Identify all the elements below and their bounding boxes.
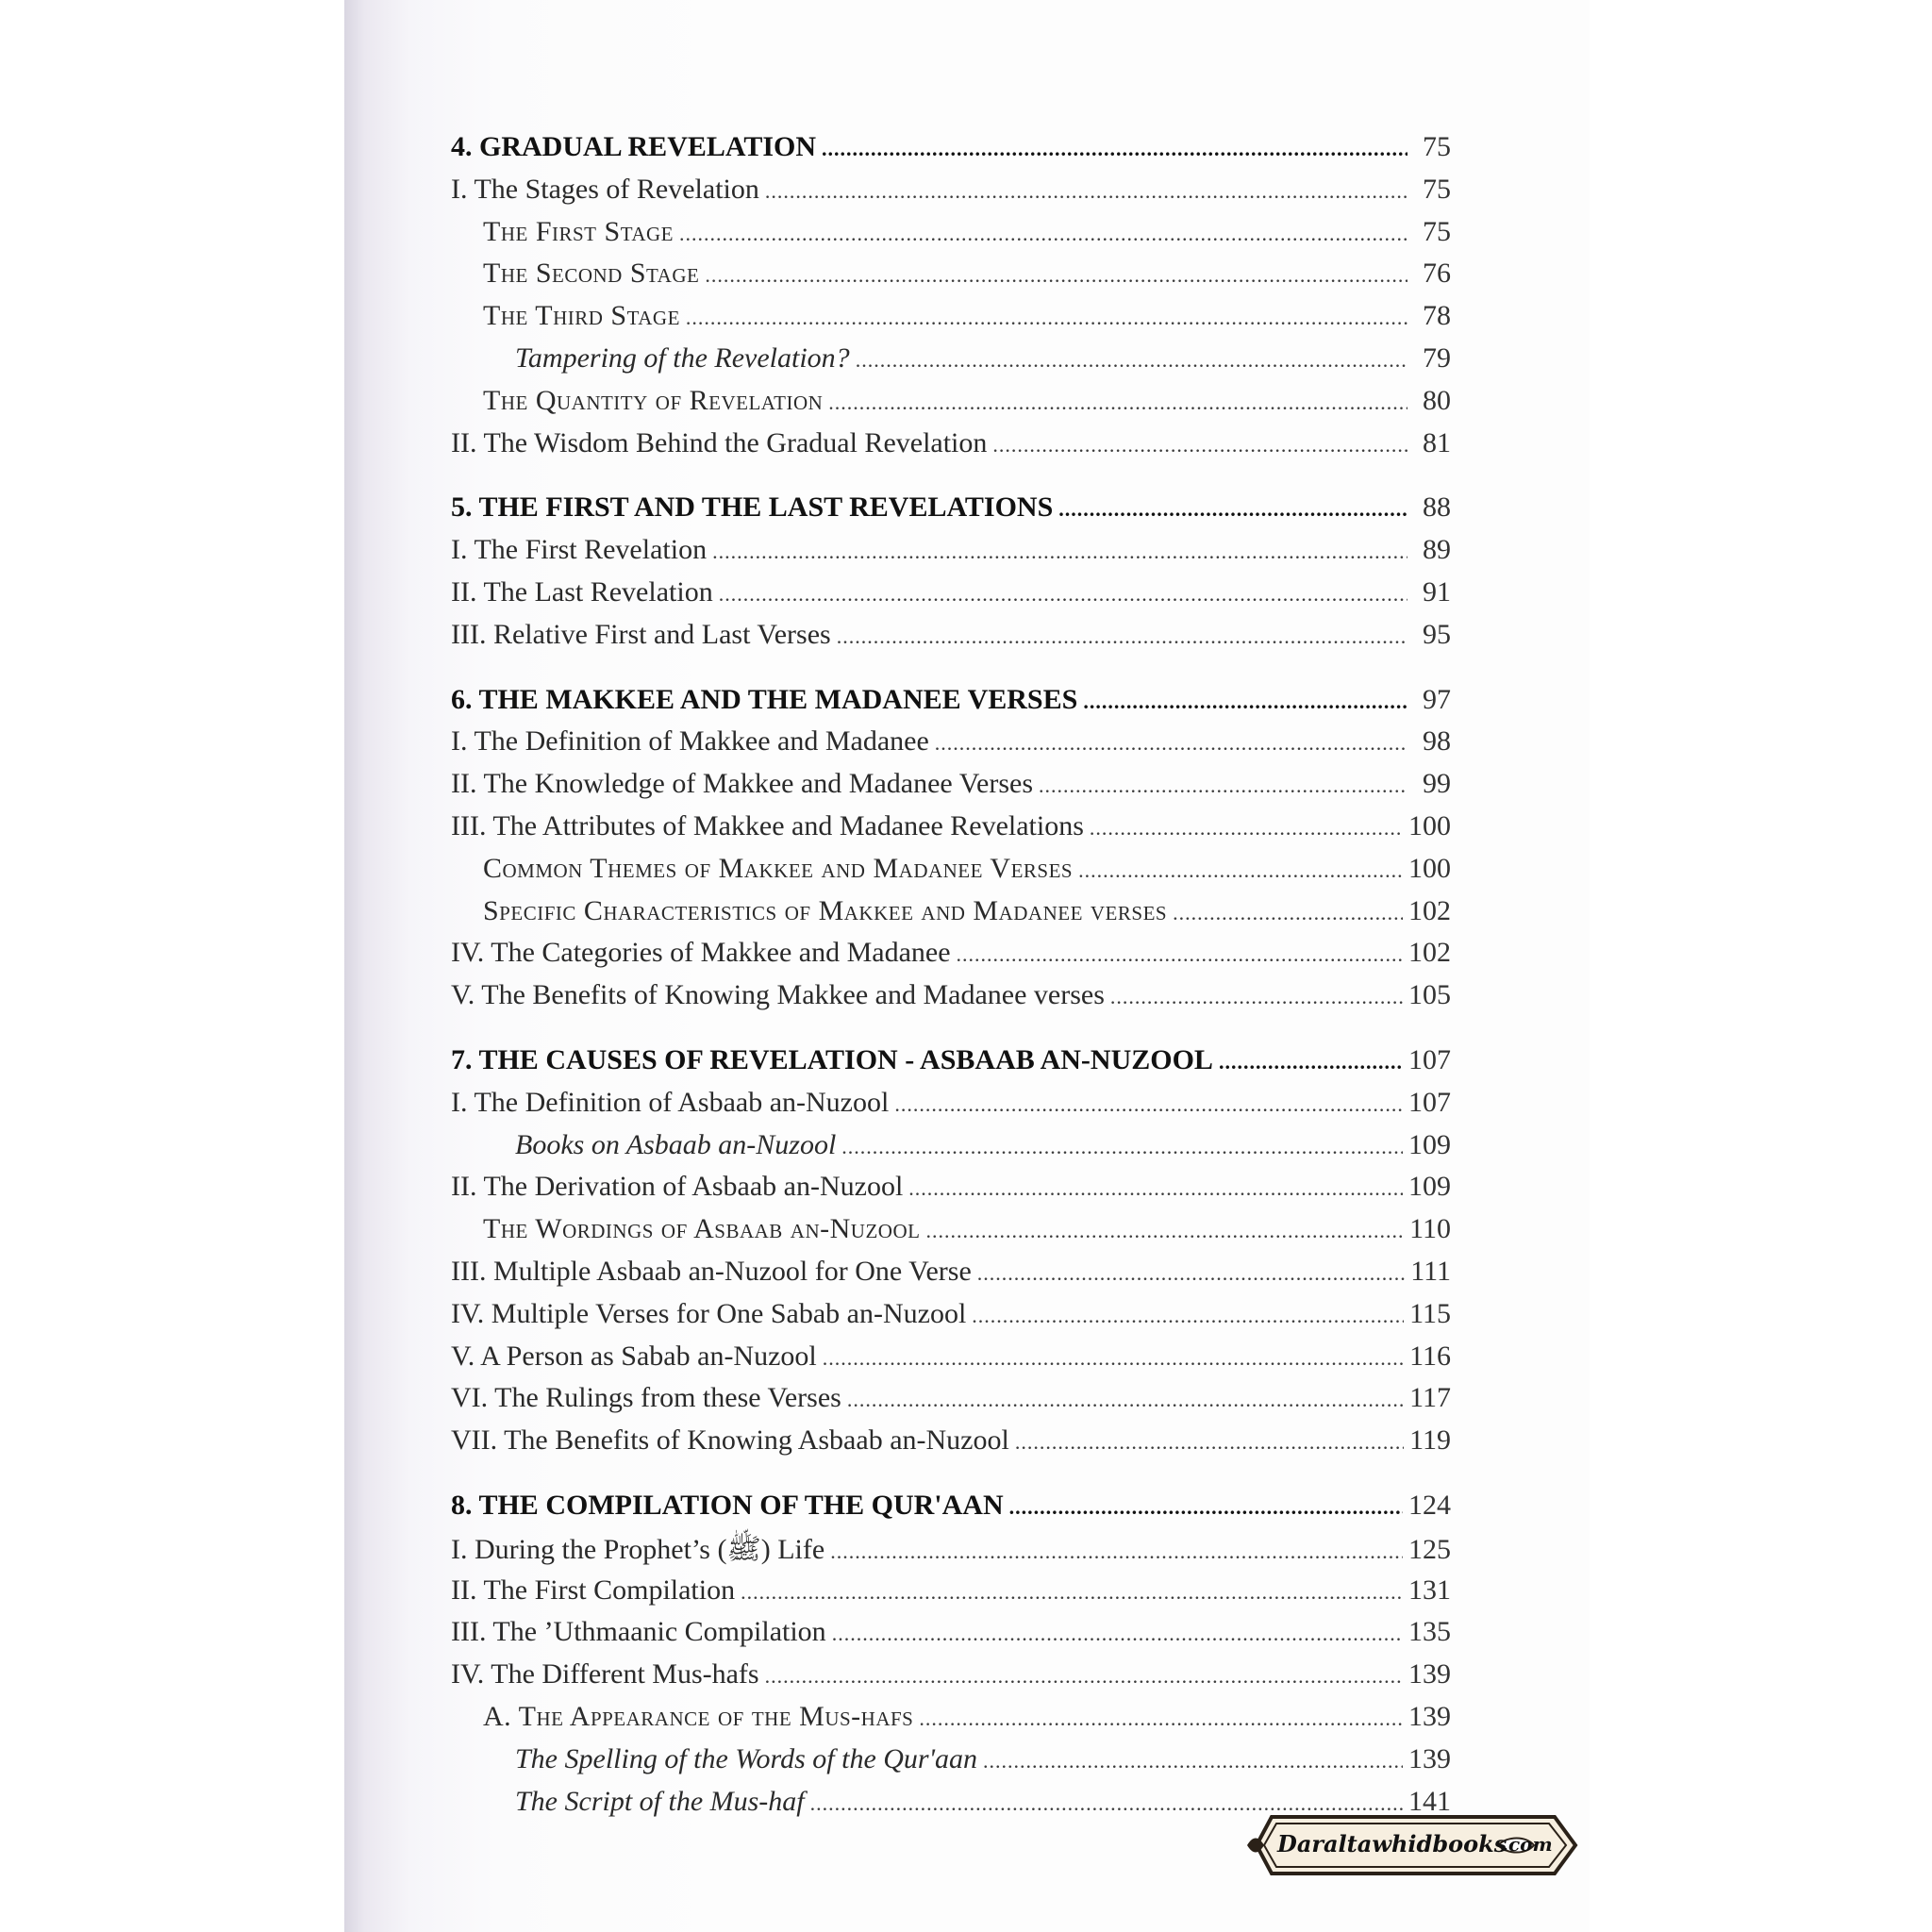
entry-title: III. Multiple Asbaab an-Nuzool for One Verse <box>451 1256 972 1287</box>
dot-leader <box>847 1388 1404 1412</box>
page-number: 78 <box>1423 300 1451 332</box>
dot-leader <box>741 1580 1403 1605</box>
toc-entry-row <box>451 619 1451 660</box>
toc-entry-row <box>451 1532 1451 1574</box>
dot-leader <box>822 137 1407 161</box>
entry-title: I. The Definition of Makkee and Madanee <box>451 725 929 758</box>
page-number: 80 <box>1423 384 1451 416</box>
page-number: 99 <box>1423 768 1451 800</box>
page-number: 131 <box>1408 1574 1451 1606</box>
page-number: 109 <box>1408 1171 1451 1203</box>
dot-leader <box>765 1664 1403 1689</box>
page-number: 135 <box>1408 1616 1451 1648</box>
entry-title: The Script of the Mus-haf <box>515 1785 805 1817</box>
watermark-suffix: .com <box>1502 1833 1553 1856</box>
dot-leader <box>719 582 1407 607</box>
page-number: 95 <box>1423 618 1451 650</box>
entry-title: I. The Definition of Asbaab an-Nuzool <box>451 1086 890 1118</box>
page-number: 79 <box>1423 342 1451 374</box>
page-number: 110 <box>1409 1213 1451 1245</box>
toc-entry-row <box>451 1616 1451 1657</box>
watermark-brand: Daraltawhidbooks <box>1277 1830 1507 1857</box>
toc-entry-row <box>451 1213 1451 1255</box>
entry-title: II. The First Compilation <box>451 1574 736 1606</box>
entry-title: IV. The Different Mus-hafs <box>451 1658 759 1690</box>
dot-leader <box>837 625 1407 649</box>
entry-title: The First Stage <box>483 215 674 247</box>
toc-entry-row <box>451 853 1451 894</box>
dot-leader <box>841 1135 1403 1159</box>
entry-title: The Wordings of Asbaab an-Nuzool <box>483 1213 921 1245</box>
entry-title: II. The Derivation of Asbaab an-Nuzool <box>451 1171 904 1203</box>
dot-leader <box>957 942 1403 967</box>
entry-title: Common Themes of Makkee and Madanee Verses <box>483 852 1074 884</box>
toc-entry-row <box>451 1087 1451 1128</box>
toc-chapter-row <box>451 684 1451 725</box>
page-number: 91 <box>1423 576 1451 608</box>
dot-leader <box>1110 985 1403 1009</box>
chapter-title: 4. GRADUAL REVELATION <box>451 131 816 162</box>
toc-chapter-row <box>451 491 1451 533</box>
toc-entry-row <box>451 768 1451 809</box>
toc-entry-row <box>451 174 1451 215</box>
page-number: 107 <box>1408 1044 1451 1075</box>
entry-title: Books on Asbaab an-Nuzool <box>515 1128 837 1160</box>
entry-title: The Third Stage <box>483 300 680 332</box>
page-number: 124 <box>1408 1490 1451 1521</box>
entry-title: The Spelling of the Words of the Qur'aan <box>515 1742 978 1774</box>
dot-leader <box>935 731 1407 756</box>
page-number: 111 <box>1410 1256 1451 1287</box>
dot-leader <box>1015 1430 1404 1455</box>
toc-entry-row <box>451 1658 1451 1700</box>
dot-leader <box>925 1219 1404 1243</box>
dot-leader <box>856 348 1407 373</box>
page-number: 81 <box>1423 426 1451 458</box>
chapter-title: 8. THE COMPILATION OF THE QUR'AAN <box>451 1490 1004 1521</box>
entry-title: Specific Characteristics of Makkee and Madanee verses <box>483 894 1168 926</box>
dot-leader <box>1083 690 1407 714</box>
entry-title: V. The Benefits of Knowing Makkee and Madanee verses <box>451 979 1105 1011</box>
toc-entry-row <box>451 1382 1451 1424</box>
entry-title: III. Relative First and Last Verses <box>451 618 831 650</box>
dot-leader <box>828 391 1407 415</box>
dot-leader <box>712 540 1407 564</box>
dot-leader <box>830 1540 1403 1564</box>
toc-entry-row <box>451 1256 1451 1297</box>
dot-leader <box>1219 1050 1403 1074</box>
toc-entry-row <box>451 385 1451 426</box>
page-number: 75 <box>1423 215 1451 247</box>
page-number: 102 <box>1408 937 1451 969</box>
page-number: 88 <box>1423 491 1451 524</box>
dot-leader <box>679 222 1407 246</box>
toc-chapter-row <box>451 1044 1451 1086</box>
entry-title: I. The First Revelation <box>451 534 708 566</box>
toc-entry-row <box>451 427 1451 469</box>
page-number: 100 <box>1408 852 1451 884</box>
page-number: 117 <box>1409 1382 1451 1414</box>
page-number: 105 <box>1408 979 1451 1011</box>
entry-title: The Quantity of Revelation <box>483 384 824 416</box>
dot-leader <box>894 1092 1403 1117</box>
page-number: 75 <box>1423 173 1451 205</box>
dot-leader <box>1058 497 1407 522</box>
dot-leader <box>1009 1495 1403 1520</box>
entry-title: A. The Appearance of the Mus-hafs <box>483 1701 914 1732</box>
page-number: 139 <box>1408 1658 1451 1690</box>
toc-entry-row <box>451 1574 1451 1616</box>
page-number: 107 <box>1408 1086 1451 1118</box>
page-number: 125 <box>1408 1533 1451 1565</box>
page-number: 115 <box>1409 1297 1451 1329</box>
page-number: 100 <box>1408 810 1451 841</box>
toc-entry-row <box>451 534 1451 575</box>
background-left <box>0 0 344 1932</box>
page-number: 98 <box>1423 725 1451 758</box>
toc-entry-row <box>451 895 1451 937</box>
entry-title: VI. The Rulings from these Verses <box>451 1382 841 1414</box>
page-number: 109 <box>1408 1128 1451 1160</box>
entry-title: V. A Person as Sabab an-Nuzool <box>451 1340 817 1372</box>
dot-leader <box>1173 901 1403 925</box>
entry-title: VII. The Benefits of Knowing Asbaab an-Nuzool <box>451 1424 1009 1457</box>
toc-entry-row <box>451 1129 1451 1171</box>
entry-title: III. The ’Uthmaanic Compilation <box>451 1616 826 1648</box>
page-number: 89 <box>1423 534 1451 566</box>
chapter-title: 5. THE FIRST AND THE LAST REVELATIONS <box>451 491 1054 524</box>
entry-title: Tampering of the Revelation? <box>515 342 850 374</box>
toc-entry-row <box>451 576 1451 618</box>
page-number: 141 <box>1408 1785 1451 1817</box>
toc-entry-row <box>451 1171 1451 1212</box>
entry-title: IV. Multiple Verses for One Sabab an-Nuzool <box>451 1297 967 1329</box>
dot-leader <box>992 433 1407 458</box>
dot-leader <box>919 1707 1403 1731</box>
page-number: 75 <box>1423 131 1451 162</box>
dot-leader <box>983 1749 1403 1774</box>
entry-title: II. The Knowledge of Makkee and Madanee Verses <box>451 768 1034 800</box>
dot-leader <box>972 1304 1404 1328</box>
toc-entry-row <box>451 342 1451 384</box>
dot-leader <box>908 1176 1403 1201</box>
dot-leader <box>1078 858 1403 883</box>
page-number: 76 <box>1423 258 1451 290</box>
page-number: 102 <box>1408 894 1451 926</box>
dot-leader <box>1039 774 1407 798</box>
page-number: 139 <box>1408 1701 1451 1732</box>
entry-title: III. The Attributes of Makkee and Madanee Revelations <box>451 810 1084 841</box>
chapter-title: 7. THE CAUSES OF REVELATION - ASBAAB AN-NUZOOL <box>451 1044 1213 1075</box>
toc-entry-row <box>451 300 1451 341</box>
toc-entry-row <box>451 1701 1451 1742</box>
page-number: 97 <box>1423 683 1451 715</box>
dot-leader <box>977 1261 1405 1286</box>
dot-leader <box>823 1346 1404 1371</box>
entry-title: IV. The Categories of Makkee and Madanee <box>451 937 951 969</box>
toc-entry-row <box>451 1341 1451 1382</box>
toc-chapter-row <box>451 1490 1451 1531</box>
toc-entry-row <box>451 725 1451 767</box>
page-number: 116 <box>1409 1340 1451 1372</box>
entry-title: The Second Stage <box>483 258 700 290</box>
toc-entry-row <box>451 258 1451 299</box>
entry-title: I. During the Prophet’s (ﷺ) Life <box>451 1533 825 1565</box>
toc-entry-row <box>451 1743 1451 1785</box>
page-number: 139 <box>1408 1742 1451 1774</box>
toc-entry-row <box>451 979 1451 1021</box>
dot-leader <box>705 263 1407 288</box>
dot-leader <box>1090 816 1403 841</box>
page-number: 119 <box>1409 1424 1451 1457</box>
entry-title: II. The Last Revelation <box>451 576 713 608</box>
toc-entry-row <box>451 937 1451 978</box>
toc-entry-row <box>451 810 1451 852</box>
toc-entry-row <box>451 1424 1451 1466</box>
entry-title: I. The Stages of Revelation <box>451 173 759 205</box>
entry-title: II. The Wisdom Behind the Gradual Revelation <box>451 426 988 458</box>
dot-leader <box>765 179 1407 204</box>
chapter-title: 6. THE MAKKEE AND THE MADANEE VERSES <box>451 683 1078 715</box>
dot-leader <box>832 1622 1403 1646</box>
dot-leader <box>686 306 1407 330</box>
toc-entry-row <box>451 1298 1451 1340</box>
toc-entry-row <box>451 216 1451 258</box>
toc-chapter-row <box>451 131 1451 173</box>
